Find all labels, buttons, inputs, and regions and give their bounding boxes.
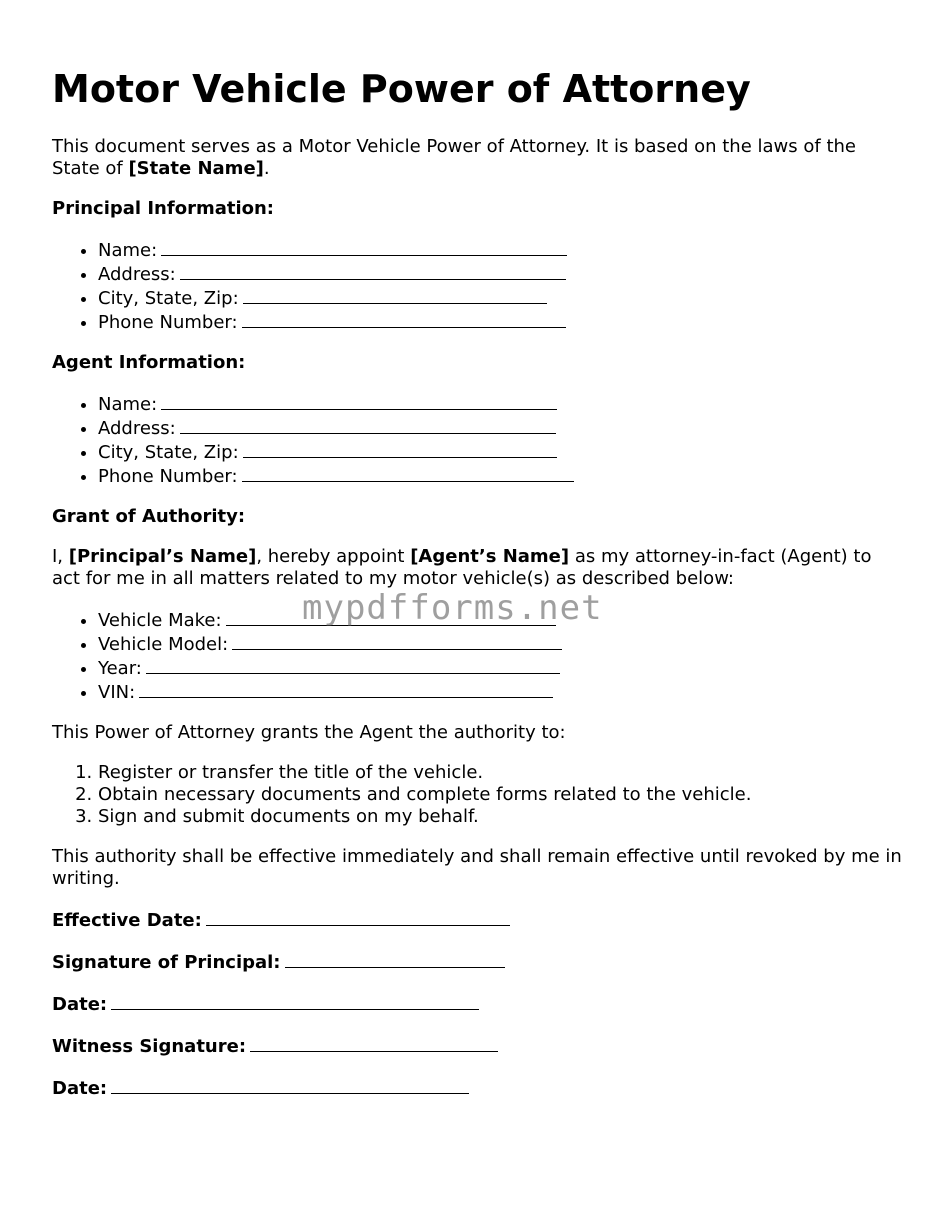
- agent-address-field: [98, 416, 902, 440]
- field-label: Name:: [98, 240, 158, 261]
- blank-line[interactable]: [146, 656, 560, 674]
- witness-signature-label: Witness Signature:: [52, 1036, 247, 1057]
- blank-line[interactable]: [180, 262, 566, 280]
- grant-text-2: , hereby appoint: [256, 546, 411, 567]
- blank-line[interactable]: [180, 416, 556, 434]
- intro-text: This document serves as a Motor Vehicle Power of Attorney. It is based on the laws of the State of: [52, 136, 856, 179]
- authority-list: [52, 762, 902, 828]
- grant-heading: Grant of Authority:: [52, 506, 246, 527]
- blank-line[interactable]: [285, 950, 505, 968]
- field-label: City, State, Zip:: [98, 442, 239, 463]
- witness-signature-line: [52, 1034, 902, 1058]
- effective-statement: This authority shall be effective immediately and shall remain effective until revoked by me in writing.: [52, 846, 902, 889]
- field-label: Name:: [98, 394, 158, 415]
- blank-line[interactable]: [139, 680, 553, 698]
- effective-date-label: Effective Date:: [52, 910, 202, 931]
- grant-paragraph: [52, 546, 902, 590]
- blank-line[interactable]: [243, 440, 557, 458]
- field-label: Phone Number:: [98, 466, 238, 487]
- blank-line[interactable]: [111, 992, 479, 1010]
- field-label: Address:: [98, 418, 176, 439]
- blank-line[interactable]: [242, 310, 566, 328]
- date-line-2: [52, 1076, 902, 1100]
- principal-heading: Principal Information:: [52, 198, 275, 219]
- vehicle-year-field: [98, 656, 902, 680]
- agent-city-field: [98, 440, 902, 464]
- blank-line[interactable]: [161, 238, 567, 256]
- principal-signature-line: [52, 950, 902, 974]
- authority-item: 3. Sign and submit documents on my behalf.: [98, 806, 902, 828]
- field-label: VIN:: [98, 682, 136, 703]
- grant-text-1: I,: [52, 546, 69, 567]
- field-label: Year:: [98, 658, 142, 679]
- agent-fields: [52, 392, 902, 488]
- grant-text-3: as my attorney-in-fact (Agent) to act for me in all matters related to my motor vehicle(s) as described below:: [52, 546, 872, 589]
- date-line-1: [52, 992, 902, 1016]
- authority-intro: This Power of Attorney grants the Agent the authority to:: [52, 722, 566, 743]
- agent-name-placeholder: [Agent’s Name]: [410, 546, 570, 567]
- intro-paragraph: [52, 136, 902, 180]
- blank-line[interactable]: [232, 632, 562, 650]
- field-label: Vehicle Model:: [98, 634, 229, 655]
- field-label: Phone Number:: [98, 312, 238, 333]
- agent-name-field: [98, 392, 902, 416]
- effective-date-line: [52, 908, 902, 932]
- date-label-2: Date:: [52, 1078, 108, 1099]
- vehicle-model-field: [98, 632, 902, 656]
- principal-name-field: [98, 238, 902, 262]
- blank-line[interactable]: [250, 1034, 498, 1052]
- blank-line[interactable]: [206, 908, 510, 926]
- document-title: Motor Vehicle Power of Attorney: [52, 67, 751, 111]
- watermark: mypdfforms.net: [302, 588, 603, 628]
- blank-line[interactable]: [243, 286, 547, 304]
- principal-city-field: [98, 286, 902, 310]
- principal-signature-label: Signature of Principal:: [52, 952, 281, 973]
- vehicle-vin-field: [98, 680, 902, 704]
- authority-item: 1. Register or transfer the title of the vehicle.: [98, 762, 902, 784]
- authority-item: 2. Obtain necessary documents and complete forms related to the vehicle.: [98, 784, 902, 806]
- intro-end: .: [263, 158, 270, 179]
- blank-line[interactable]: [242, 464, 574, 482]
- agent-phone-field: [98, 464, 902, 488]
- date-label-1: Date:: [52, 994, 108, 1015]
- principal-fields: [52, 238, 902, 334]
- principal-phone-field: [98, 310, 902, 334]
- blank-line[interactable]: [111, 1076, 469, 1094]
- state-placeholder: [State Name]: [128, 158, 264, 179]
- field-label: City, State, Zip:: [98, 288, 239, 309]
- agent-heading: Agent Information:: [52, 352, 246, 373]
- field-label: Vehicle Make:: [98, 610, 222, 631]
- blank-line[interactable]: [161, 392, 557, 410]
- principal-name-placeholder: [Principal’s Name]: [68, 546, 257, 567]
- field-label: Address:: [98, 264, 176, 285]
- principal-address-field: [98, 262, 902, 286]
